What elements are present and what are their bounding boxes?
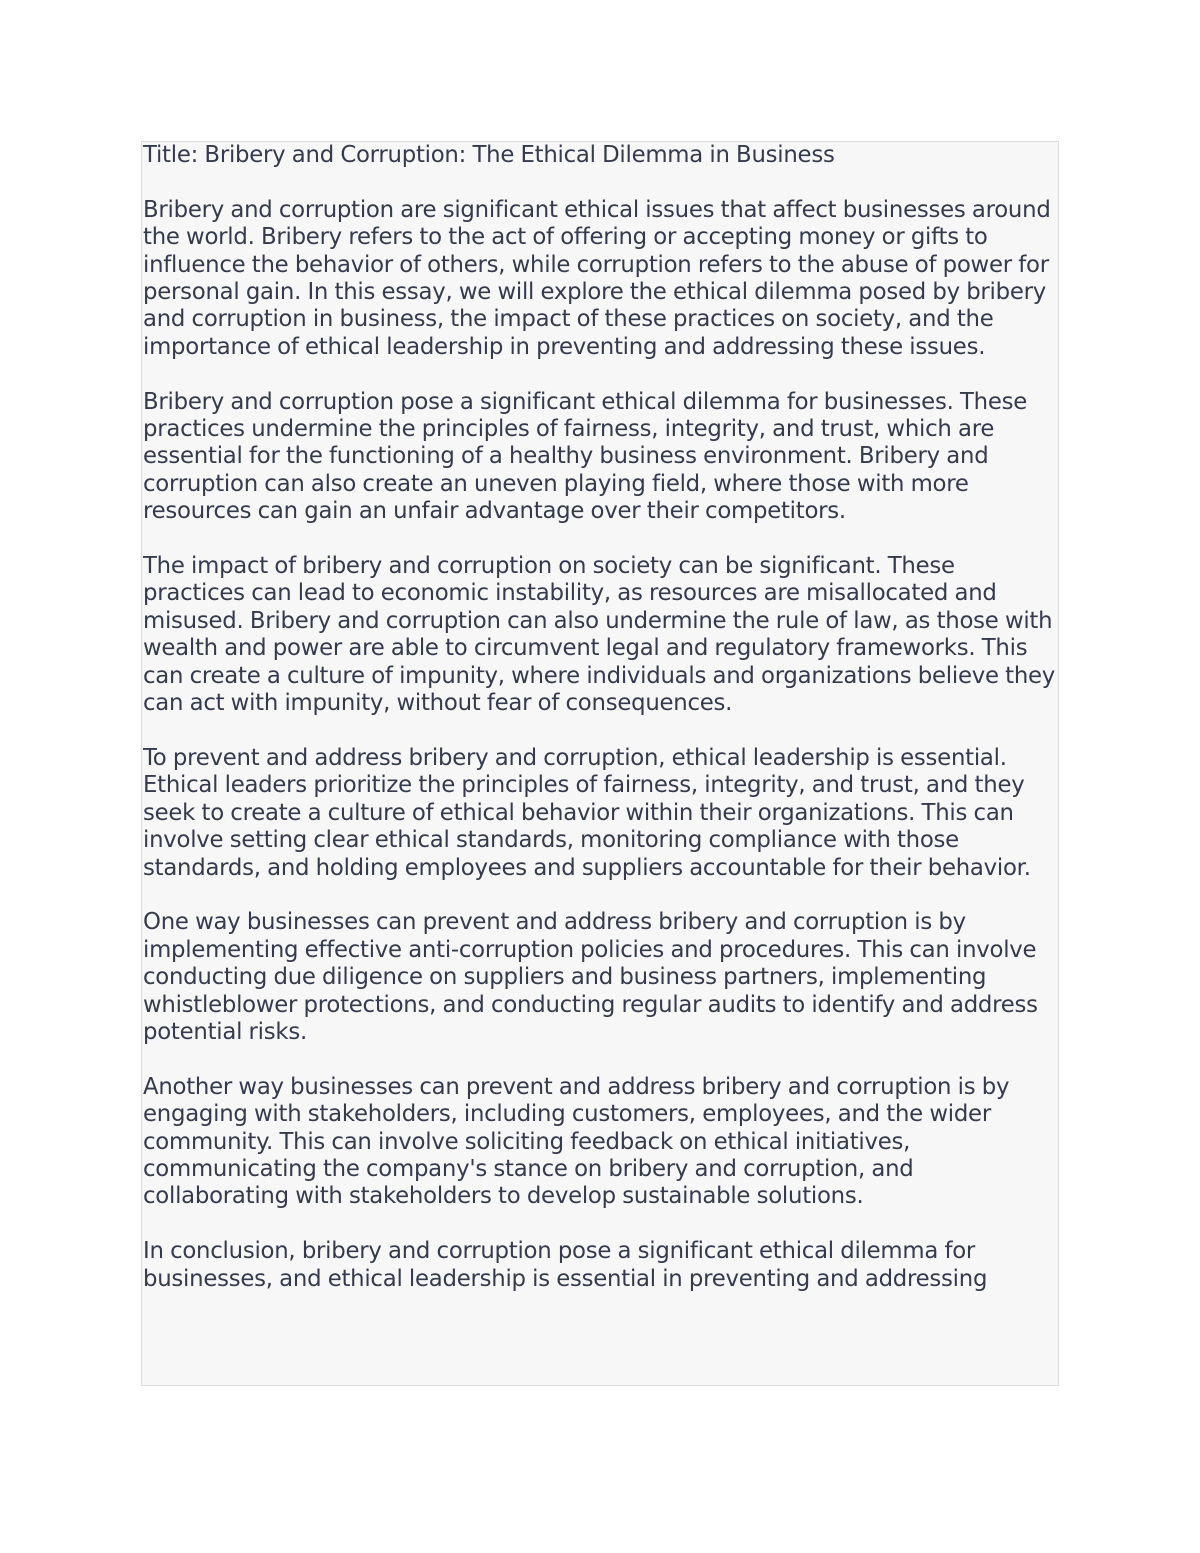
document-body xyxy=(143,142,1059,1293)
paragraph-2: Bribery and corruption pose a significant ethical dilemma for businesses. These practices undermine the principles of fairness, integrity, and trust, which are essential for the functioning of a healthy business environment. Bribery and corruption can also create an uneven playing field, where those with more resources can gain an unfair advantage over their competitors. xyxy=(143,388,1028,525)
paragraph-7: In conclusion, bribery and corruption pose a significant ethical dilemma for businesses, and ethical leadership is essential in preventing and addressing xyxy=(143,1238,988,1292)
paragraph-5: One way businesses can prevent and address bribery and corruption is by implementing effective anti-corruption policies and procedures. This can involve conducting due diligence on suppliers and business partners, implementing whistleblower protections, and conducting regular audits to identify and address potential risks. xyxy=(143,909,1038,1045)
document-title: Title: Bribery and Corruption: The Ethical Dilemma in Business xyxy=(143,142,835,168)
paragraph-3: The impact of bribery and corruption on society can be significant. These practices can lead to economic instability, as resources are misallocated and misused. Bribery and corruption can also undermine the rule of law, as those with wealth and power are able to circumvent legal and regulatory frameworks. This can create a culture of impunity, where individuals and organizations believe they can act with impunity, without fear of consequences. xyxy=(143,553,1056,717)
document-text-box xyxy=(141,141,1059,1386)
paragraph-1: Bribery and corruption are significant ethical issues that affect businesses around the world. Bribery refers to the act of offering or accepting money or gifts to influence the behavior of others, while corruption refers to the abuse of power for personal gain. In this essay, we will explore the ethical dilemma posed by bribery and corruption in business, the impact of these practices on society, and the importance of ethical leadership in preventing and addressing these issues. xyxy=(143,196,1051,360)
paragraph-4: To prevent and address bribery and corruption, ethical leadership is essential. Ethical leaders prioritize the principles of fairness, integrity, and trust, and they seek to create a culture of ethical behavior within their organizations. This can involve setting clear ethical standards, monitoring compliance with those standards, and holding employees and suppliers accountable for their behavior. xyxy=(143,744,1031,881)
paragraph-6: Another way businesses can prevent and address bribery and corruption is by engaging with stakeholders, including customers, employees, and the wider community. This can involve soliciting feedback on ethical initiatives, communicating the company's stance on bribery and corruption, and collaborating with stakeholders to develop sustainable solutions. xyxy=(143,1073,1010,1210)
